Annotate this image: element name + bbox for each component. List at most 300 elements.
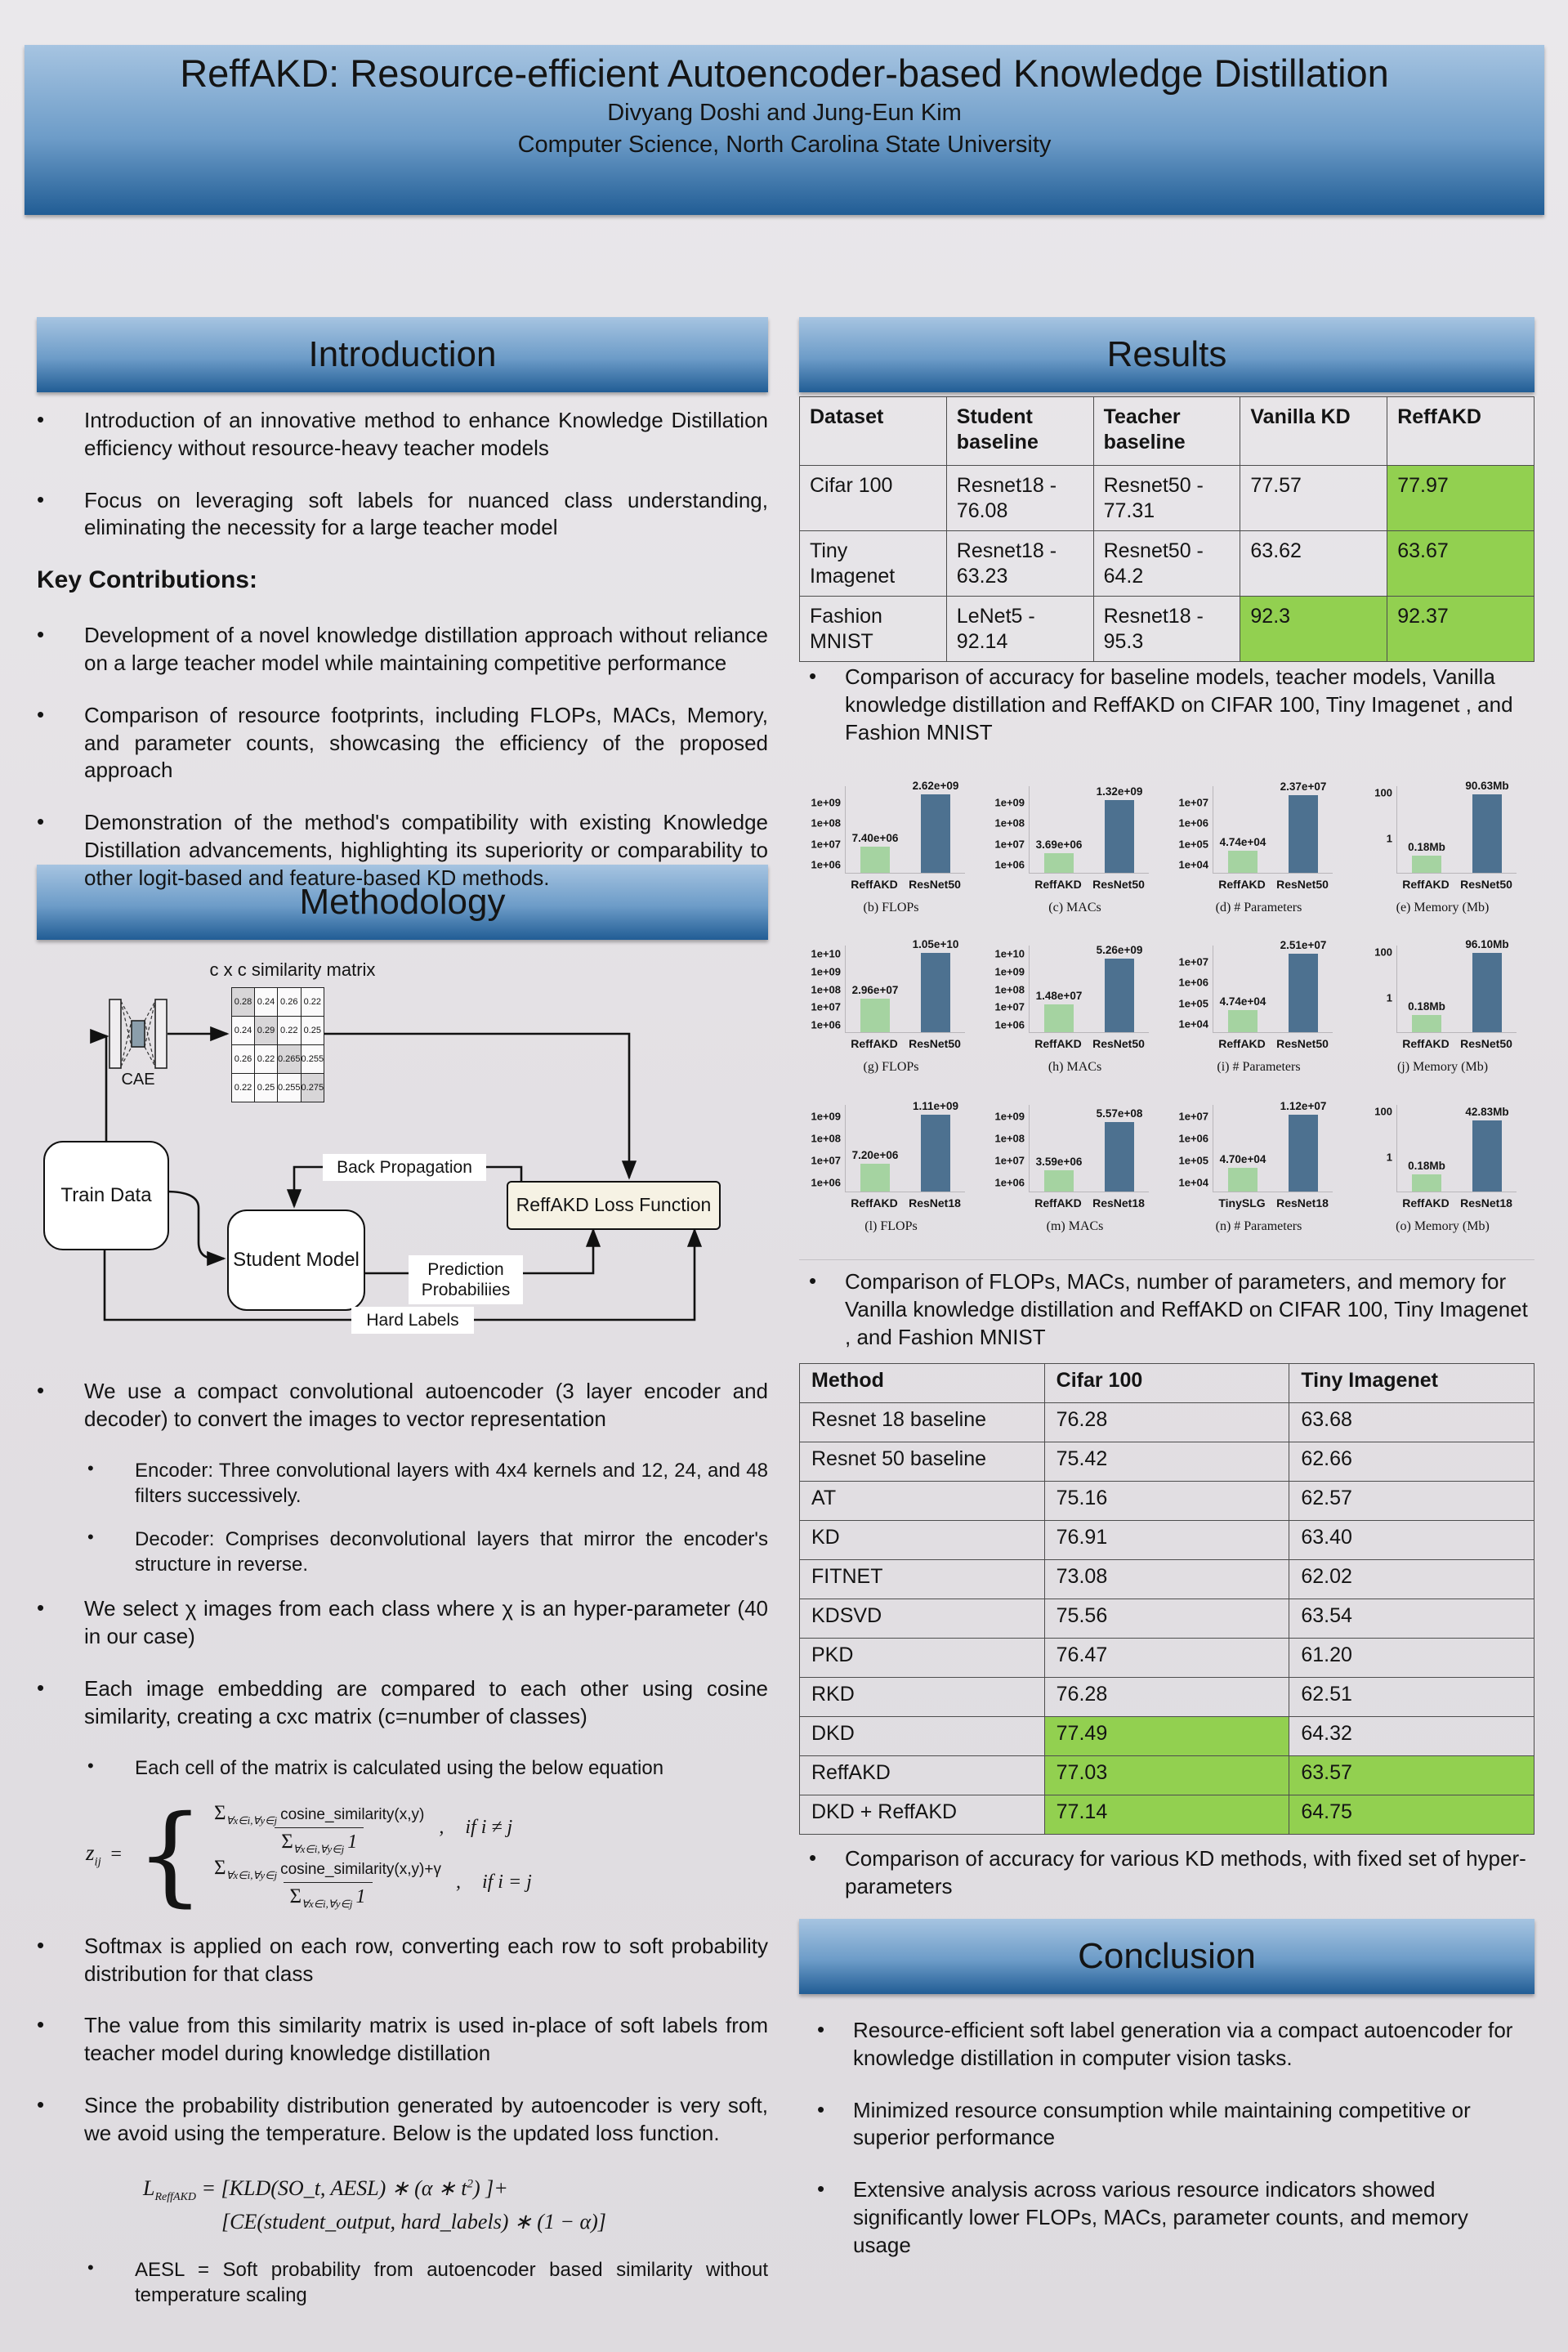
bar [1412, 1015, 1441, 1032]
bullet-marker: • [87, 1755, 94, 1776]
section-title: Conclusion [1078, 1936, 1256, 1976]
bullet-marker: • [87, 1526, 94, 1547]
mini-bar-chart [1351, 1093, 1534, 1253]
matrix-cell: 0.22 [232, 1074, 255, 1102]
mini-bar-chart [1351, 934, 1534, 1093]
equation-case-1: $\frac{\Sigma_{\forall x\in i,\forall y\in j} cosine\_similarity(x,y)}{\Sigma_{\forall x\in i,\forall y\in j} 1}$ , if i ≠ j [214, 1801, 513, 1855]
mini-bar-chart [799, 775, 983, 934]
y-tick-label: 1e+06 [994, 858, 1025, 871]
equation-brace: { [136, 1791, 205, 1918]
table-cell: 64.32 [1289, 1717, 1534, 1756]
bullet-text: The value from this similarity matrix is used in-place of soft labels from teacher model during knowledge distillation [84, 2013, 768, 2066]
bar-value-label: 4.74e+04 [1219, 995, 1266, 1008]
table-header-cell: Cifar 100 [1044, 1364, 1289, 1403]
table-row [800, 531, 1534, 597]
bar-value-label: 7.40e+06 [851, 831, 899, 844]
table-header-cell: Teacher baseline [1093, 397, 1240, 466]
y-tick-label: 1e+09 [994, 965, 1025, 978]
bullet-marker: • [87, 1457, 94, 1478]
bar-x-label: ReffAKD [1034, 1196, 1082, 1210]
table-row [800, 1639, 1534, 1678]
divider-line [799, 1259, 1534, 1260]
autoencoder-icon [109, 999, 168, 1073]
bar-value-label: 1.32e+09 [1096, 785, 1143, 798]
table-cell: 75.16 [1044, 1482, 1289, 1521]
y-tick-label: 1e+04 [1178, 1017, 1208, 1031]
section-title: Results [1106, 334, 1227, 374]
chart-caption: (n) # Parameters [1215, 1219, 1302, 1233]
table-cell: RKD [800, 1678, 1045, 1717]
y-tick-label: 1e+06 [994, 1176, 1025, 1189]
section-header-introduction [37, 317, 768, 392]
bar-value-label: 3.69e+06 [1035, 838, 1083, 851]
bullet-item [37, 487, 768, 543]
bar-x-label: ReffAKD [1034, 1037, 1082, 1050]
chart-caption: (d) # Parameters [1215, 901, 1302, 914]
caption-text: Comparison of accuracy for baseline models, teacher models, Vanilla knowledge distillation and ReffAKD on CIFAR 100, Tiny Imagenet , and Fashion MNIST [845, 664, 1513, 745]
y-tick-label: 1e+09 [811, 796, 841, 809]
bullet-item [37, 1595, 768, 1651]
bar-value-label: 5.26e+09 [1096, 943, 1143, 956]
table-row [800, 597, 1534, 662]
bar-value-label: 2.62e+09 [912, 779, 959, 792]
sub-bullet-item [87, 2257, 768, 2308]
bullet-marker: • [37, 1378, 45, 1402]
bar [921, 1115, 950, 1192]
chart-plot-area [994, 943, 1149, 1033]
table-cell: 63.67 [1387, 531, 1534, 597]
table-cell: 92.3 [1240, 597, 1387, 662]
section-title: Methodology [299, 882, 506, 922]
table-cell: KD [800, 1521, 1045, 1560]
bar-value-label: 96.10Mb [1465, 937, 1509, 950]
bar-x-label: ReffAKD [1402, 1037, 1450, 1050]
bar-value-label: 2.37e+07 [1280, 780, 1327, 793]
bar-x-label: ResNet18 [1460, 1196, 1512, 1210]
bar-value-label: 1.05e+10 [912, 938, 959, 951]
chart-plot-area [1374, 937, 1517, 1033]
bar-x-label: ResNet50 [909, 878, 961, 891]
prediction-probabilities-label: Prediction Probabiliies [409, 1255, 523, 1304]
bullet-text: Each image embedding are compared to each other using cosine similarity, creating a cxc matrix (c=number of classes) [84, 1675, 768, 1728]
bar [1289, 1115, 1318, 1192]
y-tick-label: 1e+07 [994, 838, 1025, 851]
table-row [800, 1678, 1534, 1717]
y-tick-label: 1e+06 [1178, 816, 1208, 829]
y-tick-label: 1e+05 [1178, 997, 1208, 1010]
chart-plot-area [1374, 1105, 1517, 1192]
chart-caption: (m) MACs [1046, 1219, 1104, 1233]
chart-caption: (c) MACs [1048, 901, 1101, 914]
y-tick-label: 1e+08 [994, 816, 1025, 829]
chart-plot-area [994, 1105, 1149, 1192]
bullet-marker: • [809, 664, 817, 688]
table-header-cell: ReffAKD [1387, 397, 1534, 466]
bar-value-label: 2.51e+07 [1280, 939, 1327, 952]
y-tick-label: 1e+09 [994, 796, 1025, 809]
matrix-cell: 0.25 [255, 1074, 278, 1102]
bullet-text: AESL = Soft probability from autoencoder based similarity without temperature scaling [135, 2258, 768, 2306]
table-cell: Fashion MNIST [800, 597, 947, 662]
equation-cases [208, 1799, 532, 1912]
table-cell: Resnet50 - 77.31 [1093, 466, 1240, 531]
y-tick-label: 1e+06 [811, 1176, 841, 1189]
table-cell: 63.54 [1289, 1599, 1534, 1639]
y-tick-label: 1e+08 [994, 1132, 1025, 1145]
bar-value-label: 2.96e+07 [851, 984, 899, 997]
bar [1472, 953, 1502, 1032]
y-tick-label: 1e+07 [994, 1000, 1025, 1013]
y-tick-label: 1e+05 [1178, 1154, 1208, 1167]
y-tick-label: 100 [1374, 1105, 1392, 1118]
bar-x-label: ResNet50 [1276, 1037, 1329, 1050]
bullet-text: We select χ images from each class where χ is an hyper-parameter (40 in our case) [84, 1596, 768, 1649]
conclusion-content [817, 2017, 1520, 2284]
y-tick-label: 1e+10 [811, 947, 841, 960]
bar-x-label: ResNet50 [1460, 1037, 1512, 1050]
table-cell: 63.62 [1240, 531, 1387, 597]
bar-x-label: ReffAKD [1402, 1196, 1450, 1210]
matrix-cell: 0.255 [301, 1045, 324, 1074]
poster-authors: Divyang Doshi and Jung-Eun Kim [607, 99, 962, 126]
bullet-item [817, 2176, 1520, 2259]
table-row [800, 1403, 1534, 1442]
loss-equation-line2: [CE(student_output, hard_labels) ∗ (1 − α)] [221, 2209, 606, 2234]
table-cell: Cifar 100 [800, 466, 947, 531]
loss-equation [143, 2172, 768, 2238]
bar [860, 847, 890, 873]
bar-x-label: ReffAKD [851, 1196, 898, 1210]
y-tick-label: 1e+07 [994, 1154, 1025, 1167]
mini-bar-chart [983, 934, 1167, 1093]
bullet-item [37, 2092, 768, 2148]
bullet-text: Focus on leveraging soft labels for nuanced class understanding, eliminating the necessity for a large teacher model [84, 487, 768, 540]
matrix-cell: 0.275 [301, 1074, 324, 1102]
chart-plot-area [1374, 779, 1517, 874]
bullet-item [37, 622, 768, 677]
bar-value-label: 1.48e+07 [1035, 989, 1083, 1002]
table-header-cell: Student baseline [946, 397, 1093, 466]
bar-value-label: 0.18Mb [1408, 840, 1445, 853]
bar [1289, 954, 1318, 1032]
bar-value-label: 42.83Mb [1465, 1105, 1509, 1118]
y-tick-label: 1e+08 [811, 983, 841, 996]
bullet-marker: • [809, 1268, 817, 1293]
y-tick-label: 1e+07 [1178, 1110, 1208, 1123]
bar [1472, 794, 1502, 873]
bar-x-label: ResNet50 [1092, 1037, 1145, 1050]
bullet-text: Since the probability distribution generated by autoencoder is very soft, we avoid using the temperature. Below is the updated loss function. [84, 2092, 768, 2145]
y-tick-label: 1e+10 [994, 947, 1025, 960]
table-cell: 77.03 [1044, 1756, 1289, 1795]
train-data-box: Train Data [43, 1141, 169, 1250]
table-row [800, 1599, 1534, 1639]
bar [1228, 851, 1258, 873]
table-cell: DKD + ReffAKD [800, 1795, 1045, 1835]
bullet-marker: • [37, 407, 45, 431]
bar [1228, 1010, 1258, 1032]
bar [1472, 1120, 1502, 1192]
y-tick-label: 1e+04 [1178, 1176, 1208, 1189]
mini-bar-chart [799, 1093, 983, 1253]
bar-value-label: 5.57e+08 [1096, 1107, 1143, 1120]
bullet-item [37, 702, 768, 785]
table-row [800, 1521, 1534, 1560]
chart-caption: (h) MACs [1048, 1060, 1102, 1074]
table-cell: Resnet 18 baseline [800, 1403, 1045, 1442]
table-cell: 77.97 [1387, 466, 1534, 531]
table-cell: Resnet18 - 76.08 [946, 466, 1093, 531]
equation-case-2: $\frac{\Sigma_{\forall x\in i,\forall y\in j} cosine\_similarity(x,y)+\gamma}{\Sigma_{\forall x\in i,\forall y\in j} 1}$ , if i = j [214, 1856, 532, 1910]
table-cell: 76.91 [1044, 1521, 1289, 1560]
chart-plot-area [1178, 1100, 1333, 1192]
y-tick-label: 1e+06 [1178, 1132, 1208, 1145]
similarity-equation [86, 1791, 768, 1918]
bar [921, 794, 950, 873]
bar [860, 999, 890, 1032]
table-cell: 62.51 [1289, 1678, 1534, 1717]
bullet-text: Extensive analysis across various resource indicators showed significantly lower FLOPs, MACs, parameter counts, and memory usage [853, 2177, 1468, 2257]
mini-bar-chart [1167, 934, 1351, 1093]
table-header-cell: Dataset [800, 397, 947, 466]
matrix-cell: 0.22 [301, 988, 324, 1017]
bar-value-label: 0.18Mb [1408, 999, 1445, 1013]
bullet-item [37, 1378, 768, 1433]
table-cell: 63.40 [1289, 1521, 1534, 1560]
table-cell: ReffAKD [800, 1756, 1045, 1795]
caption-text: Comparison of accuracy for various KD methods, with fixed set of hyper-parameters [845, 1846, 1526, 1898]
y-tick-label: 1e+04 [1178, 858, 1208, 871]
table-cell: Resnet18 - 95.3 [1093, 597, 1240, 662]
section-header-conclusion [799, 1919, 1534, 1994]
table-cell: 77.49 [1044, 1717, 1289, 1756]
bar [1044, 1170, 1074, 1192]
table-header-cell: Method [800, 1364, 1045, 1403]
table-cell: 62.57 [1289, 1482, 1534, 1521]
bar-x-label: ReffAKD [1218, 878, 1266, 891]
bar-x-label: ResNet50 [1460, 878, 1512, 891]
chart-caption: (j) Memory (Mb) [1396, 1060, 1489, 1074]
table-cell: KDSVD [800, 1599, 1045, 1639]
mini-bar-chart [1351, 775, 1534, 934]
chart-plot-area [1178, 780, 1333, 874]
caption-text: Comparison of FLOPs, MACs, number of parameters, and memory for Vanilla knowledge distillation and ReffAKD on CIFAR 100, Tiny Imagenet , and Fashion MNIST [845, 1269, 1528, 1349]
bar-value-label: 3.59e+06 [1035, 1156, 1083, 1169]
similarity-matrix [231, 987, 324, 1102]
chart-caption: (e) Memory (Mb) [1396, 901, 1490, 914]
bullet-marker: • [37, 486, 45, 512]
bullet-marker: • [37, 1675, 45, 1700]
bullet-item [817, 2017, 1520, 2073]
y-tick-label: 1e+06 [811, 1018, 841, 1031]
bar-value-label: 7.20e+06 [851, 1148, 899, 1161]
table-header-cell: Tiny Imagenet [1289, 1364, 1534, 1403]
bullet-text: Each cell of the matrix is calculated using the below equation [135, 1756, 664, 1779]
table-cell: 62.02 [1289, 1560, 1534, 1599]
matrix-cell: 0.24 [232, 1017, 255, 1045]
bar [1105, 959, 1134, 1032]
table-cell: 77.14 [1044, 1795, 1289, 1835]
introduction-content [37, 407, 768, 917]
table-row [800, 1560, 1534, 1599]
resource-charts-grid [799, 775, 1534, 1253]
bullet-item [37, 1675, 768, 1731]
table-cell: 77.57 [1240, 466, 1387, 531]
y-tick-label: 1e+06 [1178, 976, 1208, 989]
bar-x-label: ReffAKD [1402, 878, 1450, 891]
bullet-text: We use a compact convolutional autoencoder (3 layer encoder and decoder) to convert the images to vector representation [84, 1379, 768, 1431]
bullet-item [37, 809, 768, 892]
y-tick-label: 1e+06 [811, 858, 841, 871]
table-cell: 92.37 [1387, 597, 1534, 662]
chart-caption: (g) FLOPs [863, 1060, 919, 1074]
chart-plot-area [811, 1100, 965, 1192]
section-title: Introduction [308, 334, 497, 374]
y-tick-label: 1e+06 [994, 1018, 1025, 1031]
table-cell: AT [800, 1482, 1045, 1521]
table-cell: 75.42 [1044, 1442, 1289, 1482]
sub-bullet-item [87, 1755, 768, 1781]
y-tick-label: 100 [1374, 786, 1392, 799]
bar-value-label: 90.63Mb [1465, 779, 1509, 792]
bullet-marker: • [37, 622, 45, 647]
table-cell: Resnet50 - 64.2 [1093, 531, 1240, 597]
bullet-item [37, 2012, 768, 2068]
bullet-item [817, 2097, 1520, 2153]
bullet-marker: • [37, 809, 45, 834]
chart-caption: (l) FLOPs [864, 1219, 918, 1233]
loss-function-box: ReffAKD Loss Function [507, 1181, 721, 1230]
student-model-box: Student Model [227, 1210, 365, 1311]
bar [1105, 1122, 1134, 1192]
mini-bar-chart [1167, 775, 1351, 934]
bar-x-label: ReffAKD [1218, 1037, 1266, 1050]
bullet-marker: • [37, 1595, 45, 1621]
table-cell: Resnet 50 baseline [800, 1442, 1045, 1482]
methodology-content [37, 1378, 768, 2326]
bar-x-label: ResNet18 [1276, 1196, 1329, 1210]
table-cell: PKD [800, 1639, 1045, 1678]
bar [1105, 800, 1134, 873]
table-row [800, 1795, 1534, 1835]
table-cell: Resnet18 - 63.23 [946, 531, 1093, 597]
hard-labels-label: Hard Labels [351, 1307, 474, 1334]
table-cell: 75.56 [1044, 1599, 1289, 1639]
bar-value-label: 0.18Mb [1408, 1159, 1445, 1172]
matrix-cell: 0.29 [255, 1017, 278, 1045]
mini-bar-chart [983, 775, 1167, 934]
y-tick-label: 1e+07 [811, 1154, 841, 1167]
bullet-marker: • [817, 2017, 825, 2041]
bar-x-label: ResNet18 [909, 1196, 961, 1210]
matrix-cell: 0.26 [232, 1045, 255, 1074]
bullet-text: Encoder: Three convolutional layers with 4x4 kernels and 12, 24, and 48 filters successively. [135, 1459, 768, 1507]
bullet-text: Softmax is applied on each row, converting each row to soft probability distribution for that class [84, 1933, 768, 1986]
sub-bullet-item [87, 1458, 768, 1509]
bar-value-label: 1.12e+07 [1280, 1100, 1327, 1113]
bullet-marker: • [87, 2256, 94, 2278]
matrix-cell: 0.22 [255, 1045, 278, 1074]
bar-x-label: ResNet50 [909, 1037, 961, 1050]
bar-value-label: 1.11e+09 [913, 1100, 958, 1113]
mini-bar-chart [1167, 1093, 1351, 1253]
bullet-marker: • [37, 2012, 45, 2037]
table-cell: 62.66 [1289, 1442, 1534, 1482]
bar [860, 1164, 890, 1192]
sub-bullet-item [87, 1527, 768, 1577]
bullet-text: Minimized resource consumption while maintaining competitive or superior performance [853, 2097, 1471, 2150]
bullet-marker: • [817, 2176, 825, 2202]
back-propagation-label: Back Propagation [323, 1154, 486, 1181]
table-cell: 61.20 [1289, 1639, 1534, 1678]
y-tick-label: 1e+08 [811, 816, 841, 829]
y-tick-label: 100 [1374, 946, 1392, 959]
bar-x-label: ResNet50 [1092, 878, 1145, 891]
table-row [800, 1482, 1534, 1521]
similarity-matrix-title: c x c similarity matrix [209, 959, 376, 980]
y-tick-label: 1 [1386, 1151, 1392, 1164]
bar-value-label: 4.70e+04 [1219, 1152, 1266, 1165]
table-cell: FITNET [800, 1560, 1045, 1599]
y-tick-label: 1 [1386, 991, 1392, 1004]
bullet-item [37, 407, 768, 463]
y-tick-label: 1e+09 [811, 1110, 841, 1123]
table-cell: DKD [800, 1717, 1045, 1756]
bullet-text: Resource-efficient soft label generation via a compact autoencoder for knowledge distillation in computer vision tasks. [853, 2018, 1513, 2070]
y-tick-label: 1e+05 [1178, 838, 1208, 851]
chart-caption: (o) Memory (Mb) [1396, 1219, 1490, 1233]
bar-x-label: ReffAKD [851, 1037, 898, 1050]
bullet-text: Introduction of an innovative method to enhance Knowledge Distillation efficiency without resource-heavy teacher models [84, 408, 768, 460]
bullet-marker: • [809, 1845, 817, 1870]
y-tick-label: 1 [1386, 832, 1392, 845]
bar-x-label: ReffAKD [851, 878, 898, 891]
key-contributions-heading: Key Contributions: [37, 566, 257, 594]
cae-label: CAE [121, 1071, 155, 1089]
chart-caption: (b) FLOPs [863, 901, 919, 914]
bullet-marker: • [37, 701, 45, 727]
chart-plot-area [994, 785, 1149, 874]
table-cell: LeNet5 - 92.14 [946, 597, 1093, 662]
table-row [800, 466, 1534, 531]
y-tick-label: 1e+08 [994, 983, 1025, 996]
bar-x-label: TinySLG [1218, 1196, 1266, 1210]
title-banner [25, 45, 1544, 215]
bar-x-label: ReffAKD [1034, 878, 1082, 891]
table-cell: 76.28 [1044, 1678, 1289, 1717]
loss-equation-line1: $L_{ReffAKD}$ = [KLD(SO_t, AESL) ∗ (α ∗ $t^2$) ]+ [143, 2175, 508, 2203]
table1-caption [809, 664, 1528, 746]
table-row [800, 1442, 1534, 1482]
chart-caption: (i) # Parameters [1217, 1060, 1301, 1074]
mini-bar-chart [983, 1093, 1167, 1253]
table2-caption [809, 1845, 1528, 1901]
chart-plot-area [1178, 939, 1333, 1033]
bullet-text: Decoder: Comprises deconvolutional layers that mirror the encoder's structure in reverse. [135, 1527, 768, 1576]
y-tick-label: 1e+07 [1178, 796, 1208, 809]
table-cell: 64.75 [1289, 1795, 1534, 1835]
equation-lhs: $z_{ij}$ [86, 1840, 101, 1869]
matrix-cell: 0.22 [278, 1017, 302, 1045]
matrix-cell: 0.28 [232, 988, 255, 1017]
charts-caption [809, 1268, 1528, 1351]
bar [1412, 856, 1441, 873]
y-tick-label: 1e+07 [811, 1000, 841, 1013]
table-row [800, 1717, 1534, 1756]
kd-methods-table [799, 1363, 1534, 1835]
matrix-cell: 0.25 [301, 1017, 324, 1045]
bar [1228, 1168, 1258, 1192]
